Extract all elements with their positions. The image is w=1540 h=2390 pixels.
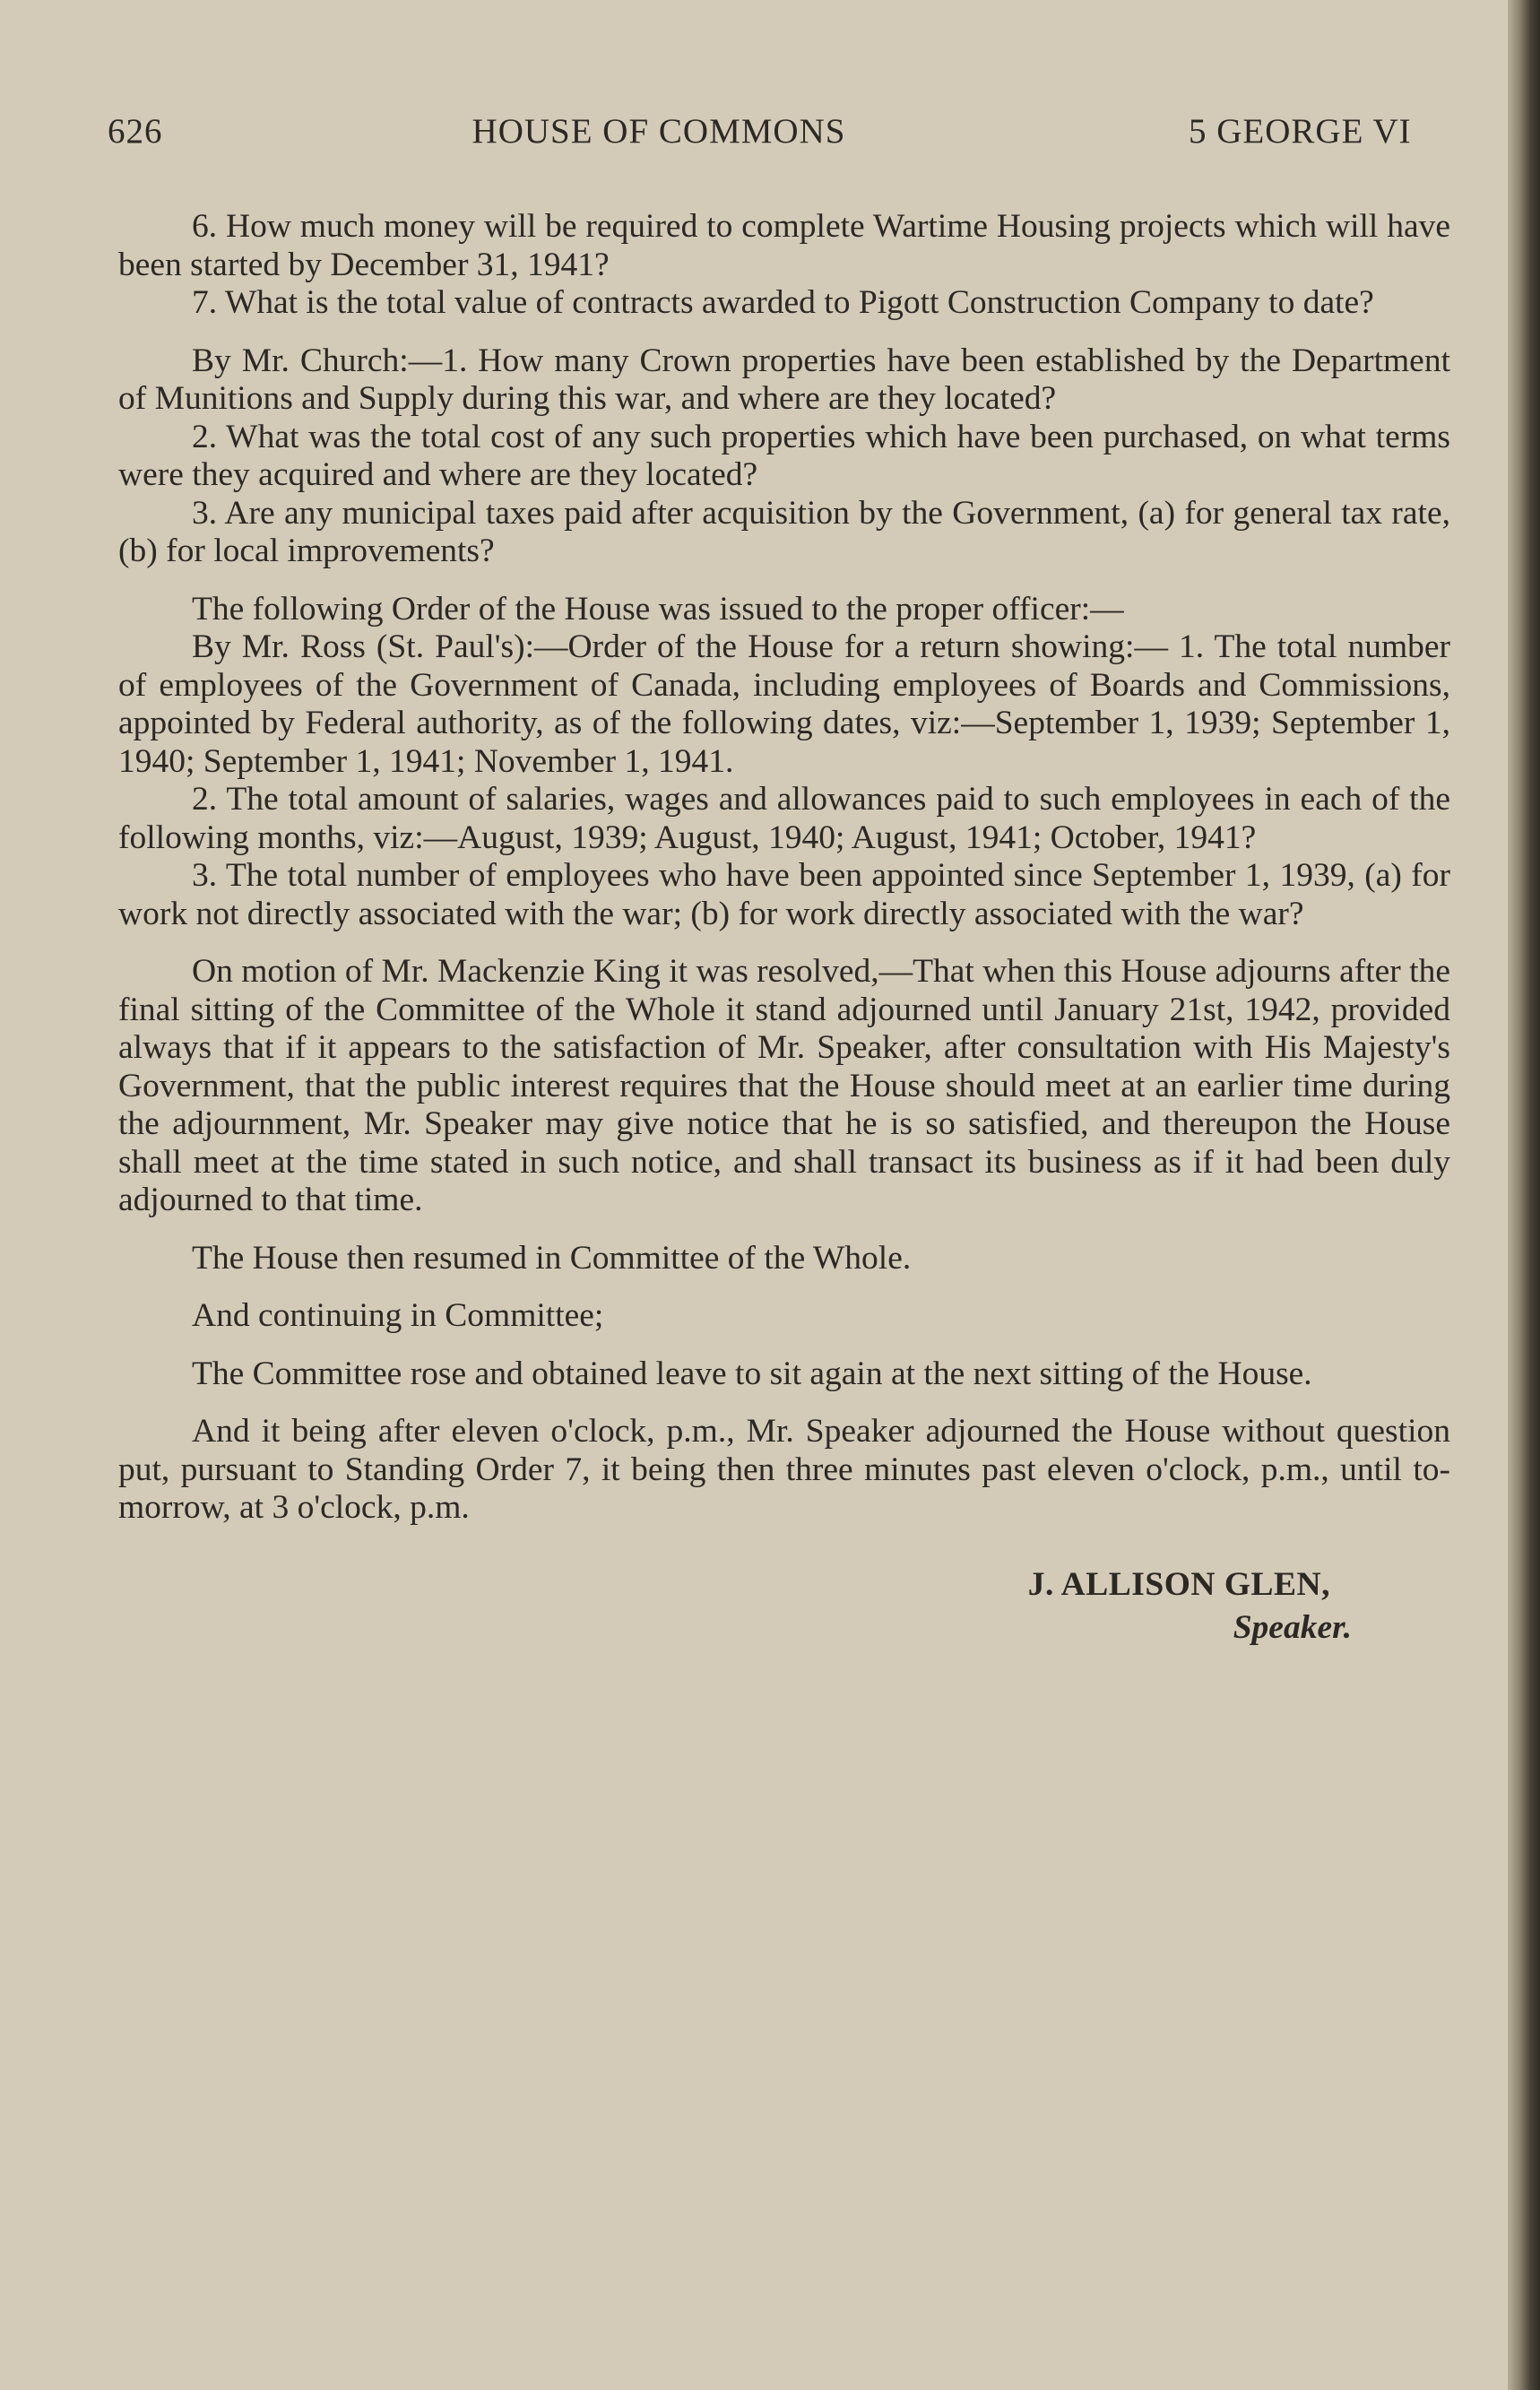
page-binding-edge — [1508, 0, 1540, 2390]
paragraph: By Mr. Ross (St. Paul's):—Order of the House for a return showing:— 1. The total number of employees of the Government of Canada, including employees of Boards and Commissions, appointed by Federal authority, as of the following dates, viz:—September 1, 1939; September 1, 1940; September 1, 1941; November 1, 1941. — [118, 628, 1450, 780]
paragraph: The Committee rose and obtained leave to sit again at the next sitting of the House. — [192, 1355, 1312, 1392]
paragraph: 3. The total number of employees who have been appointed since September 1, 1939, (a) for work not directly associated with the war; (b) for work directly associated with the war? — [118, 857, 1450, 932]
signature-title: Speaker. — [1233, 1608, 1352, 1646]
page-header — [0, 111, 1508, 156]
paragraph: The House then resumed in Committee of the Whole. — [192, 1239, 912, 1277]
paragraph: And it being after eleven o'clock, p.m., Mr. Speaker adjourned the House without question put, pursuant to Standing Order 7, it being then three minutes past eleven o'clock, p.m., until to-morrow, at 3 o'clock, p.m. — [118, 1413, 1450, 1526]
document-body — [118, 208, 1450, 1650]
signature-block — [118, 1563, 1450, 1650]
signature-name: J. ALLISON GLEN, — [1027, 1565, 1330, 1603]
paragraph: 3. Are any municipal taxes paid after acquisition by the Government, (a) for general tax rate, (b) for local improvements? — [118, 494, 1450, 569]
paragraph: On motion of Mr. Mackenzie King it was resolved,—That when this House adjourns after the final sitting of the Committee of the Whole it stand adjourned until January 21st, 1942, provided always that if it appears to the satisfaction of Mr. Speaker, after consultation with His Majesty's Government, that the public interest requires that the House should meet at an earlier time during the adjournment, Mr. Speaker may give notice that he is so satisfied, and thereupon the House shall meet at the time stated in such notice, and shall transact its business as if it had been duly adjourned to that time. — [118, 953, 1450, 1218]
paragraph: The following Order of the House was issued to the proper officer:— — [192, 590, 1124, 628]
page-title: HOUSE OF COMMONS — [472, 112, 846, 151]
paragraph: And continuing in Committee; — [192, 1297, 604, 1334]
paragraph: 7. What is the total value of contracts awarded to Pigott Construction Company to date? — [192, 284, 1374, 321]
paragraph: 6. How much money will be required to complete Wartime Housing projects which will have been started by December 31, 1941? — [118, 208, 1450, 283]
page-number: 626 — [108, 112, 163, 151]
paragraph: 2. What was the total cost of any such properties which have been purchased, on what terms were they acquired and where are they located? — [118, 418, 1450, 493]
paragraph: 2. The total amount of salaries, wages and allowances paid to such employees in each of the following months, viz:—August, 1939; August, 1940; August, 1941; October, 1941? — [118, 781, 1450, 856]
session-label: 5 GEORGE VI — [1189, 112, 1412, 151]
paragraph: By Mr. Church:—1. How many Crown properties have been established by the Department of Munitions and Supply during this war, and where are they located? — [118, 342, 1450, 417]
